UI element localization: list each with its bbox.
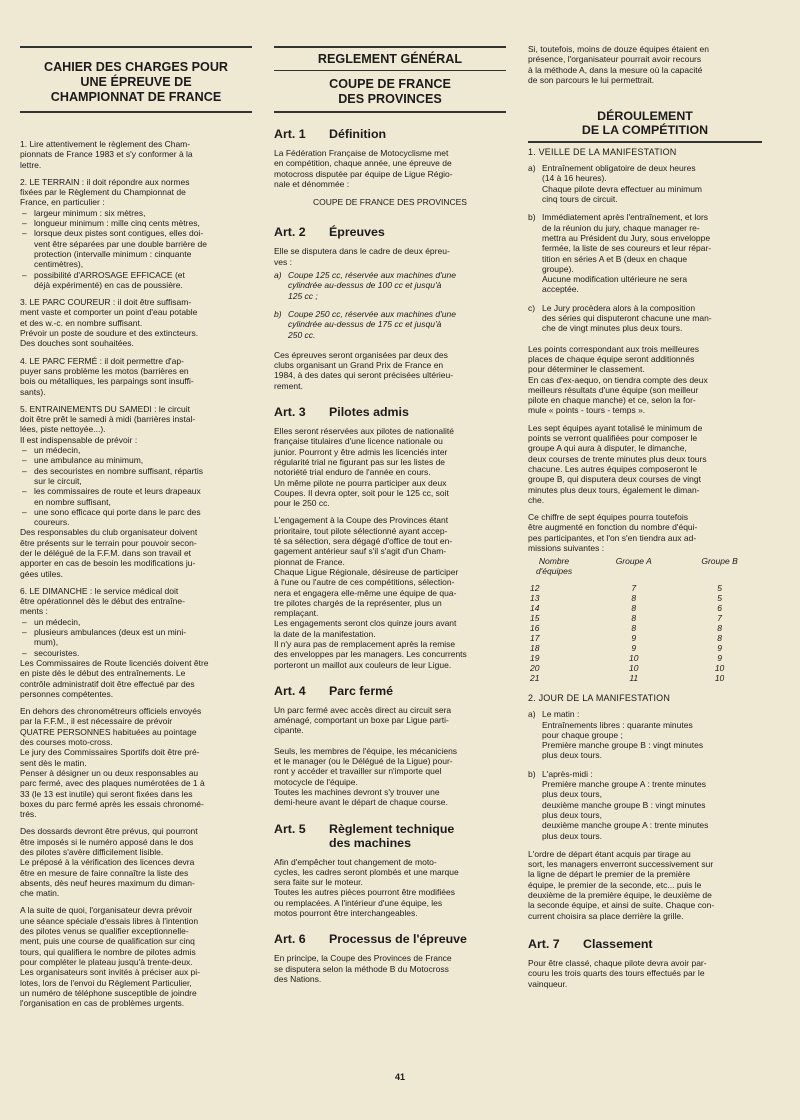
- article-3-heading: Art. 3 Pilotes admis: [274, 405, 409, 420]
- column-header-groupe-a: Groupe A: [615, 556, 652, 567]
- cell-nombre: 15: [530, 613, 540, 624]
- list-item: c) Le Jury procèdera alors à la composition des séries qui disputeront chacune une man- che de vingt minutes plus deux tours.: [528, 302, 712, 334]
- section-title-reglement: REGLEMENT GÉNÉRAL: [317, 52, 463, 66]
- paragraph-terrain: 2. LE TERRAIN : il doit répondre aux normes fixées par le Règlement du Championnat de France, en particulier :: [20, 176, 190, 208]
- paragraph-dossards: Des dossards devront être prévus, qui pourront être imposés si le numéro apposé dans le dos des pilotes s'avère difficilement lisible. Le préposé à la vérification des licences devra être en mesure de faire connaître la liste des absents, dès neuf heures maximum du diman- che matin.: [20, 826, 198, 899]
- article-5-heading: Art. 5 Règlement technique des machines: [274, 821, 455, 850]
- paragraph-ordre-depart: L'ordre de départ étant acquis par tirage au sort, les managers enverront successivement sur la ligne de départ le premier de la première équipe, le premier de la seconde, etc... puis le deuxième de la première équipe, le deuxième de la seconde équipe, et ainsi de suite. Chaque con- current choisira sa place derrière la grille.: [528, 848, 715, 921]
- list-item: b) Coupe 250 cc, réservée aux machines d'une cylindrée au-dessus de 175 cc et jusqu'à 250 cc.: [274, 308, 456, 340]
- cell-nombre: 13: [530, 593, 540, 604]
- list-item: – une ambulance au minimum,: [20, 455, 252, 465]
- list-item: – lorsque deux pistes sont contigues, elles doi- vent être séparées par une double barrière de protection (intervalle minimum : cinquante centimètres),: [20, 228, 252, 269]
- article-4-heading: Art. 4 Parc fermé: [274, 683, 394, 698]
- paragraph-admissions: Ce chiffre de sept équipes pourra toutefois être augmenté en fonction du nombre d'équi- pes participantes, et l'on s'en tiendra aux ad- missions suivantes :: [528, 512, 698, 553]
- paragraph-dimanche: 6. LE DIMANCHE : le service médical doit être opérationnel dès le début des entraîne- ments :: [20, 585, 185, 617]
- title-rule: [274, 111, 506, 113]
- article-7-text: Pour être classé, chaque pilote devra avoir par- couru les trois quarts des tours effectués par le vainqueur.: [528, 957, 707, 989]
- article-2-heading: Art. 2 Épreuves: [274, 225, 385, 240]
- cell-groupe-b: 5: [717, 583, 722, 594]
- paragraph-1: 1. Lire attentivement le règlement des Cham- pionnats de France 1983 et s'y conformer à la lettre.: [20, 139, 193, 170]
- list-dimanche: [20, 617, 252, 658]
- table-row: [528, 673, 762, 683]
- article-3-text-2: L'engagement à la Coupe des Provinces étant prioritaire, tout pilote sélectionné ayant accep- té sa sélection, sera dégagé d'office de tout en- gagement antérieur sauf s'il s'agit d'un Cham- pionnat de France. Chaque Ligue Régionale, désireuse de participer à l'une ou l'autre de ces compétitions, sélection- nera et engagera elle-même une équipe de qua- tre pilotes chargés de la représenter, plus un remplaçant. Les engagements seront clos quinze jours avant la date de la manifestation. Il n'y aura pas de remplacement après la remise des enveloppes par les managers. Les concurrents porteront un maillot aux couleurs de leur Ligue.: [274, 515, 467, 670]
- table-row: [528, 613, 762, 623]
- table-row: [528, 653, 762, 663]
- cell-groupe-b: 9: [717, 643, 722, 654]
- cell-groupe-b: 10: [714, 663, 725, 674]
- list-veille: [528, 163, 762, 333]
- section-title-coupe: COUPE DE FRANCE DES PROVINCES: [329, 77, 451, 106]
- cell-groupe-b: 8: [717, 633, 722, 644]
- list-item: – longueur minimum : mille cinq cents mètres,: [20, 218, 252, 228]
- article-4-text-2: Seuls, les membres de l'équipe, les mécaniciens et le manager (ou le Délégué de la Ligue) pour- ront y accéder et travailler sur n'importe quel motocycle de l'équipe. Toutes les machines devront s'y trouver une demi-heure avant le départ de chaque course.: [274, 745, 458, 808]
- admissions-table: [528, 555, 762, 683]
- article-7-heading: Art. 7 Classement: [528, 936, 653, 951]
- list-terrain: [20, 208, 252, 290]
- paragraph-points: Les points correspondant aux trois meilleures places de chaque équipe seront additionnés pour déterminer le classement. En cas d'ex-aequo, on tiendra compte des deux meilleurs résultats d'une équipe (son meilleur pilote en chaque manche) et ce, selon la for- mule « points - tours - temps ».: [528, 343, 708, 416]
- table-row: [528, 593, 762, 603]
- cell-groupe-b: 6: [717, 603, 722, 614]
- list-item: – possibilité d'ARROSAGE EFFICACE (et déjà expérimenté) en cas de poussière.: [20, 270, 252, 291]
- top-rule: [20, 46, 252, 48]
- cell-nombre: 19: [530, 653, 540, 664]
- paragraph-commissaires: Les Commissaires de Route licenciés doivent être en piste dès le début des entraînements. Le contrôle administratif doit être effectué par des personnes compétentes.: [20, 657, 209, 699]
- list-item: a) Entraînement obligatoire de deux heures (14 à 16 heures). Chaque pilote devra effectuer au minimum cinq tours de circuit.: [528, 163, 703, 205]
- cell-groupe-a: 7: [631, 583, 637, 594]
- list-item: – des secouristes en nombre suffisant, répartis sur le circuit,: [20, 466, 252, 487]
- title-line: UNE ÉPREUVE DE: [80, 75, 192, 89]
- article-3-text-1: Elles seront réservées aux pilotes de nationalité française titulaires d'une licence nationale ou junior. Pourront y être admis les licenciés inter régularité trial ne figurant pas sur les listes de notoriété trial enduro de l'année en cours. Un même pilote ne pourra participer aux deux Coupes. Il devra opter, soit pour le 125 cc, soit pour le 250 cc.: [274, 426, 455, 509]
- article-4-text-1: Un parc fermé avec accès direct au circuit sera aménagé, comportant un boxe par Ligue parti- cipante.: [274, 704, 452, 736]
- top-rule: [274, 46, 506, 48]
- paragraph-entrainements: 5. ENTRAINEMENTS DU SAMEDI : le circuit doit être prêt le samedi à midi (barrières instal- lées, piste nettoyée...). Il est indispensable de prévoir :: [20, 403, 196, 445]
- paragraph-methode-a: Si, toutefois, moins de douze équipes étaient en présence, l'organisateur pourrait avoir recours à la méthode A, dans la mesure où la capacité de son parcours le lui permettrait.: [528, 44, 709, 85]
- list-item: – secouristes.: [20, 648, 252, 658]
- cell-groupe-a: 8: [631, 613, 637, 624]
- table-row: [528, 623, 762, 633]
- list-item: a) Coupe 125 cc, réservée aux machines d'une cylindrée au-dessus de 100 cc et jusqu'à 125 cc ;: [274, 270, 456, 301]
- cell-nombre: 14: [530, 603, 540, 614]
- subheading-jour: 2. JOUR DE LA MANIFESTATION: [528, 693, 671, 704]
- list-item: a) Le matin : Entraînements libres : quarante minutes pour chaque groupe ; Première manche groupe B : vingt minutes plus deux tours.: [528, 709, 704, 761]
- paragraph-chronometreurs: En dehors des chronométreurs officiels envoyés par la F.F.M., il est nécessaire de prévoir QUATRE PERSONNES habituées au pointage des courses moto-cross. Le jury des Commissaires Sportifs doit être pré- sent dès le matin. Penser à désigner un ou deux responsables au parc fermé, avec des plaques numérotées de 1 à 33 (le 13 est inutile) qui seront fixées dans les boxes du parc fermé après les essais chronomé- trés.: [20, 706, 205, 820]
- article-2-text-2: Ces épreuves seront organisées par deux des clubs organisant un Grand Prix de France en 1984, à des dates qui seront précisées ultérieu- rement.: [274, 349, 454, 391]
- cell-nombre: 21: [530, 673, 540, 684]
- cell-nombre: 18: [530, 643, 540, 654]
- article-1-text: La Fédération Française de Motocyclisme met en compétition, chaque année, une épreuve de motocross disputée par équipe de Ligue Régio- nale et dénommée :: [274, 148, 453, 189]
- cell-groupe-a: 8: [631, 593, 637, 604]
- column-deroulement: [528, 44, 762, 996]
- column-reglement-general: [274, 40, 506, 991]
- title-rule: [20, 111, 252, 113]
- article-2-list: [274, 270, 506, 340]
- paragraph-sept-equipes: Les sept équipes ayant totalisé le minimum de points se verront qualifiées pour composer le groupe A qui aura à disputer, le dimanche, deux courses de trente minutes plus deux tours chacune. Les autres équipes composeront le groupe B, qui disputera deux courses de vingt minutes plus deux tours, également le diman- che.: [528, 422, 707, 505]
- cell-groupe-a: 8: [631, 603, 637, 614]
- cell-groupe-a: 8: [631, 623, 637, 634]
- list-item: – largeur minimum : six mètres,: [20, 208, 252, 218]
- table-row: [528, 583, 762, 593]
- list-item: – les commissaires de route et leurs drapeaux en nombre suffisant,: [20, 486, 252, 507]
- cell-groupe-b: 9: [717, 653, 722, 664]
- article-1-competition-name: COUPE DE FRANCE DES PROVINCES: [313, 197, 467, 208]
- cell-groupe-a: 10: [628, 653, 639, 664]
- cell-groupe-a: 9: [631, 633, 637, 644]
- list-item: b) L'après-midi : Première manche groupe A : trente minutes plus deux tours, deuxième manche groupe B : vingt minutes plus deux tours, deuxième manche groupe A : trente minutes plus deux tours.: [528, 768, 709, 841]
- column-header-groupe-b: Groupe B: [701, 556, 738, 567]
- title-rule: [528, 141, 762, 143]
- paragraph-parc-coureur: 3. LE PARC COUREUR : il doit être suffisam- ment vaste et comporter un point d'eau potable et des w.-c. en nombre suffisant. Prévoir un poste de soudure et des extincteurs. Des douches sont souhaitées.: [20, 297, 199, 349]
- article-1-heading: Art. 1 Définition: [274, 127, 387, 141]
- paragraph-essais-libres: A la suite de quoi, l'organisateur devra prévoir une séance spéciale d'essais libres à l'intention des pilotes venus se qualifier exceptionnelle- ment, puis une course de qualification sur cinq tours, qui qualifiera le nombre de pilotes admis pour compléter le plateau jusqu'à trente-deux. Les organisateurs sont invités à préciser aux pi- lotes, lors de l'envoi du Règlement Particulier, un numéro de téléphone susceptible de joindre l'organisation en cas de problèmes urgents.: [20, 905, 201, 1009]
- table-row: [528, 603, 762, 613]
- cell-nombre: 16: [530, 623, 540, 634]
- table-header-row: [528, 555, 762, 577]
- article-2-text: Elle se disputera dans le cadre de deux épreu- ves :: [274, 246, 450, 267]
- paragraph-parc-ferme: 4. LE PARC FERMÉ : il doit permettre d'ap- puyer sans problème les motos (barrières en bois ou métalliques, les parpaings sont insuffi- sants).: [20, 355, 194, 397]
- cell-nombre: 17: [530, 633, 540, 644]
- title-rule: [274, 70, 506, 71]
- list-item: – un médecin,: [20, 617, 252, 627]
- table-row: [528, 633, 762, 643]
- list-item: – une sono efficace qui porte dans le parc des coureurs.: [20, 507, 252, 528]
- cell-groupe-a: 10: [628, 663, 639, 674]
- section-title-deroulement: DÉROULEMENT DE LA COMPÉTITION: [581, 109, 709, 138]
- list-item: – plusieurs ambulances (deux est un mini- mum),: [20, 627, 252, 648]
- cell-nombre: 12: [530, 583, 540, 594]
- article-5-text: Afin d'empêcher tout changement de moto- cycles, les cadres seront plombés et une marque sera faite sur le moteur. Toutes les autres pièces pourront être modifiées ou remplacées. A l'intérieur d'une équipe, les motos pourront être interchangeables.: [274, 856, 459, 919]
- article-6-text: En principe, la Coupe des Provinces de France se disputera selon la méthode B du Motocross des Nations.: [274, 953, 452, 984]
- list-jour: [528, 709, 762, 841]
- cell-groupe-a: 9: [631, 643, 637, 654]
- title-line: CAHIER DES CHARGES POUR: [43, 60, 229, 74]
- list-item: – un médecin,: [20, 445, 252, 455]
- list-entrainements: [20, 445, 252, 527]
- article-6-heading: Art. 6 Processus de l'épreuve: [274, 932, 467, 947]
- title-line: CHAMPIONNAT DE FRANCE: [50, 90, 222, 104]
- list-item: b) Immédiatement après l'entraînement, et lors de la réunion du jury, chaque manager re- mettra au Président du Jury, sous enveloppe fermée, la liste de ses coureurs et leur répar- tition en séries A et B (deux en chaque groupe). Aucune modification ultérieure ne sera acceptée.: [528, 212, 712, 295]
- column-header-nombre: Nombre d'équipes: [535, 556, 573, 577]
- cell-groupe-b: 10: [714, 673, 725, 684]
- section-title-cahier: [20, 60, 252, 105]
- cell-groupe-b: 7: [717, 613, 722, 624]
- cell-groupe-b: 8: [717, 623, 722, 634]
- column-cahier-des-charges: [20, 40, 252, 1015]
- cell-nombre: 20: [530, 663, 540, 674]
- table-row: [528, 643, 762, 653]
- subheading-veille: 1. VEILLE DE LA MANIFESTATION: [528, 147, 677, 158]
- cell-groupe-b: 5: [717, 593, 722, 604]
- page-number: 41: [394, 1072, 405, 1082]
- table-row: [528, 663, 762, 673]
- paragraph-responsables: Des responsables du club organisateur doivent être présents sur le terrain pour pouvoir secon- der le délégué de la F.F.M. dans son travail et apporter en cas de besoin les modifications ju- gées utiles.: [20, 527, 198, 579]
- cell-groupe-a: 11: [629, 673, 639, 684]
